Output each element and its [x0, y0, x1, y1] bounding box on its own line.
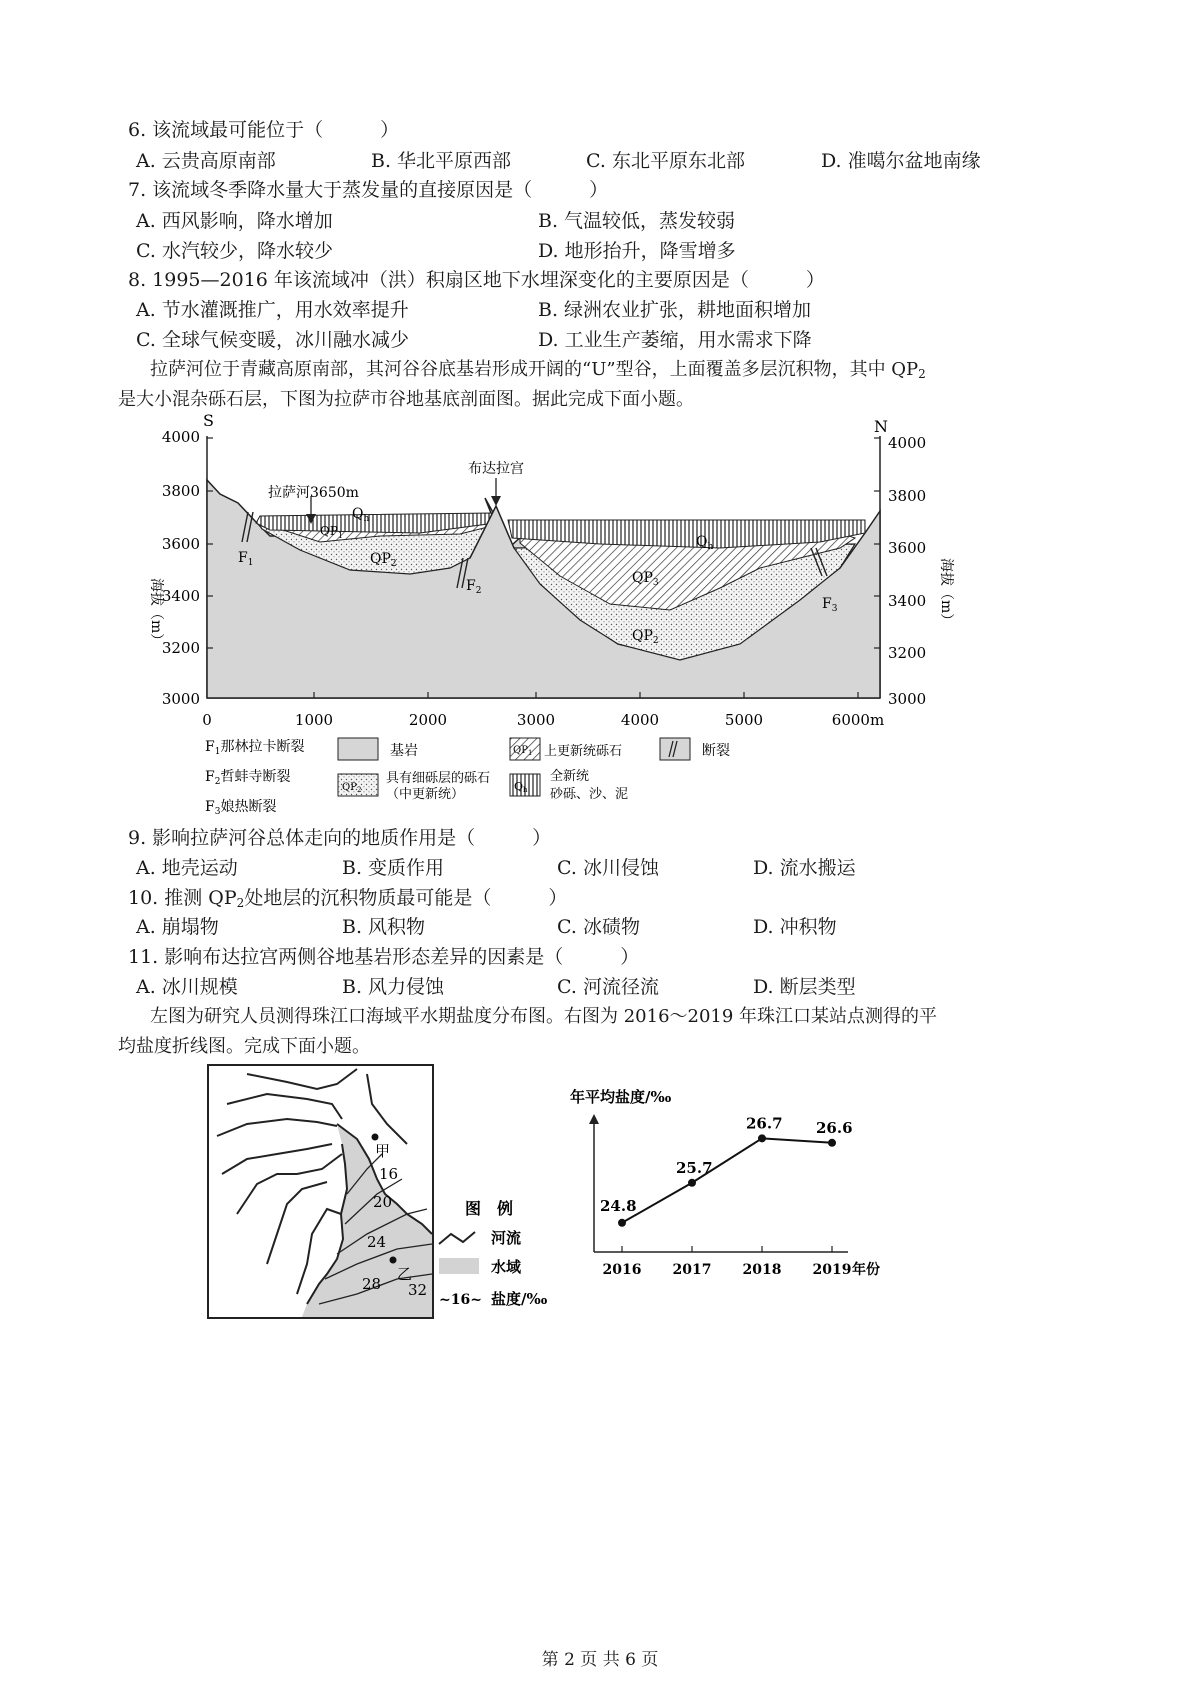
x-tick-label-2016: 2016	[602, 1262, 642, 1278]
question-11-option-b[interactable]: B. 风力侵蚀	[342, 976, 445, 998]
question-6-stem: 6. 该流域最可能位于（ ）	[128, 119, 400, 141]
svg-text:2000: 2000	[408, 711, 448, 729]
x-tick-label-2018: 2018	[742, 1262, 782, 1278]
svg-text:32: 32	[408, 1281, 428, 1299]
question-8-option-d[interactable]: D. 工业生产萎缩，用水需求下降	[538, 329, 812, 351]
question-7-option-c[interactable]: C. 水汽较少，降水较少	[136, 240, 333, 262]
legend-qh-b: 砂砾、沙、泥	[550, 787, 629, 802]
palace-label: 布达拉宫	[468, 461, 524, 477]
data-label-2017: 25.7	[676, 1158, 713, 1177]
svg-text:QP1: $QP_1$	[513, 745, 533, 757]
svg-text:3600: 3600	[888, 539, 927, 557]
data-label-2019: 26.6	[816, 1118, 853, 1137]
legend-river-label: 河流	[491, 1229, 522, 1247]
river-label: 拉萨河3650m	[268, 485, 359, 501]
question-9-option-a[interactable]: A. 地壳运动	[136, 857, 238, 879]
svg-text:3000: 3000	[161, 690, 200, 708]
question-6-option-d[interactable]: D. 准噶尔盆地南缘	[821, 150, 981, 172]
qp1-label: $QP_1$	[320, 524, 344, 540]
legend-qp1: 上更新统砾石	[544, 744, 623, 759]
legend-water-label: 水域	[491, 1258, 522, 1276]
svg-text:16: 16	[379, 1165, 399, 1183]
question-7-option-b[interactable]: B. 气温较低，蒸发较弱	[538, 210, 736, 232]
svg-text:3000: 3000	[888, 690, 927, 708]
profile-legend	[205, 738, 730, 817]
svg-text:3800: 3800	[161, 482, 200, 500]
svg-text:3600: 3600	[161, 535, 200, 553]
legend-water-swatch	[439, 1258, 479, 1274]
salinity-line-chart	[570, 1080, 900, 1295]
svg-text:3800: 3800	[888, 487, 927, 505]
question-6-option-b[interactable]: B. 华北平原西部	[371, 150, 512, 172]
svg-text:4000: 4000	[620, 711, 660, 729]
qh-label-south: $Q_h$	[352, 506, 370, 524]
svg-text:5000: 5000	[724, 711, 764, 729]
svg-text:3200: 3200	[161, 639, 200, 657]
question-10-option-c[interactable]: C. 冰碛物	[557, 916, 640, 938]
data-point-2018	[758, 1134, 766, 1142]
qp2-label-south: $QP_2$	[370, 551, 397, 569]
point-yi-marker	[390, 1257, 397, 1264]
point-yi-label: 乙	[397, 1265, 413, 1283]
right-y-ticks	[888, 434, 926, 708]
legend-qp2-b: （中更新统）	[386, 787, 465, 802]
pearl-river-salinity-map	[207, 1064, 552, 1324]
question-10-option-b[interactable]: B. 风积物	[342, 916, 426, 938]
question-7-stem: 7. 该流域冬季降水量大于蒸发量的直接原因是（ ）	[128, 179, 609, 201]
x-tick-label-2017: 2017	[672, 1262, 712, 1278]
legend-qp2-a: 具有细砾层的砾石	[386, 771, 491, 786]
data-point-2016	[618, 1219, 626, 1227]
qh-label-north: $Q_h$	[696, 534, 714, 552]
legend-fault: 断裂	[702, 743, 730, 759]
question-8-option-c[interactable]: C. 全球气候变暖，冰川融水减少	[136, 329, 409, 351]
chart-y-label: 年平均盐度/‰	[570, 1088, 672, 1106]
right-axis-title: 海拔（m）	[938, 558, 954, 628]
chart-y-arrow	[589, 1114, 599, 1124]
legend-isoline-symbol: ~16~	[439, 1292, 482, 1308]
question-7-option-a[interactable]: A. 西风影响，降水增加	[136, 210, 333, 232]
question-9-stem: 9. 影响拉萨河谷总体走向的地质作用是（ ）	[128, 827, 552, 849]
point-jia-label: 甲	[375, 1142, 391, 1160]
legend-river-symbol	[439, 1232, 475, 1244]
legend-bedrock: 基岩	[390, 743, 418, 759]
data-point-2017	[688, 1179, 696, 1187]
legend-qh-a: 全新统	[550, 769, 590, 784]
question-10-option-d[interactable]: D. 冲积物	[753, 916, 837, 938]
passage-1-line-2: 是大小混杂砾石层，下图为拉萨市谷地基底剖面图。据此完成下面小题。	[118, 389, 694, 410]
svg-text:28: 28	[362, 1275, 382, 1293]
question-11-option-c[interactable]: C. 河流径流	[557, 976, 659, 998]
data-label-2018: 26.7	[746, 1114, 783, 1133]
question-8-option-a[interactable]: A. 节水灌溉推广，用水效率提升	[136, 299, 409, 321]
passage-1-line-1: 拉萨河位于青藏高原南部，其河谷谷底基岩形成开阔的“U”型谷，上面覆盖多层沉积物，其中 $QP_2$	[150, 359, 926, 381]
question-11-option-d[interactable]: D. 断层类型	[753, 976, 856, 998]
question-6-option-a[interactable]: A. 云贵高原南部	[136, 150, 276, 172]
legend-f2: $F_2$哲蚌寺断裂	[205, 769, 291, 787]
question-8-option-b[interactable]: B. 绿洲农业扩张，耕地面积增加	[538, 299, 812, 321]
point-jia-marker	[372, 1134, 379, 1141]
passage-2-line-1: 左图为研究人员测得珠江口海域平水期盐度分布图。右图为 2016～2019 年珠江口某站点测得的平	[150, 1006, 938, 1027]
question-7-option-d[interactable]: D. 地形抬升，降雪增多	[538, 240, 736, 262]
left-y-ticks	[162, 428, 200, 708]
question-9-option-b[interactable]: B. 变质作用	[342, 857, 445, 879]
x-ticks	[202, 711, 884, 729]
f2-label: $F_2$	[466, 578, 482, 596]
svg-text:1000: 1000	[294, 711, 334, 729]
svg-text:QP2: $QP_2$	[342, 782, 362, 794]
lhasa-valley-profile	[120, 408, 1020, 828]
svg-text:3400: 3400	[161, 587, 200, 605]
question-11-option-a[interactable]: A. 冰川规模	[136, 976, 238, 998]
svg-text:3200: 3200	[888, 644, 927, 662]
svg-text:3400: 3400	[888, 592, 927, 610]
legend-isoline-label: 盐度/‰	[491, 1290, 548, 1308]
svg-text:3000: 3000	[516, 711, 556, 729]
svg-text:20: 20	[373, 1193, 393, 1211]
f3-label: $F_3$	[822, 596, 838, 614]
chart-x-label: 年份	[852, 1262, 880, 1278]
svg-text:4000: 4000	[888, 434, 927, 452]
question-10-option-a[interactable]: A. 崩塌物	[136, 916, 219, 938]
data-label-2016: 24.8	[600, 1196, 637, 1215]
x-tick-label-2019: 2019	[812, 1262, 852, 1278]
question-11-stem: 11. 影响布达拉宫两侧谷地基岩形态差异的因素是（ ）	[128, 946, 640, 968]
qp3-label-north: $QP_3$	[632, 570, 659, 588]
question-9-option-c[interactable]: C. 冰川侵蚀	[557, 857, 659, 879]
map-legend-title: 图 例	[465, 1199, 514, 1218]
data-point-2019	[828, 1139, 836, 1147]
svg-text:0: 0	[202, 711, 212, 729]
svg-text:4000: 4000	[161, 428, 200, 446]
question-9-option-d[interactable]: D. 流水搬运	[753, 857, 856, 879]
north-label: N	[874, 417, 888, 436]
question-6-option-c[interactable]: C. 东北平原东北部	[586, 150, 745, 172]
question-10-stem: 10. 推测 $QP_2$处地层的沉积物质最可能是（ ）	[128, 887, 568, 910]
south-label: S	[203, 411, 214, 430]
svg-text:6000m: 6000m	[831, 711, 885, 729]
qp2-label-north: $QP_2$	[632, 628, 659, 646]
question-8-stem: 8. 1995—2016 年该流域冲（洪）积扇区地下水埋深变化的主要原因是（ ）	[128, 269, 825, 291]
legend-f1: $F_1$那林拉卡断裂	[205, 739, 305, 757]
f1-label: $F_1$	[238, 550, 254, 568]
salinity-series-line	[622, 1138, 832, 1222]
left-axis-title: 海拔（m）	[148, 578, 164, 648]
page-footer: 第 2 页 共 6 页	[541, 1650, 659, 1670]
legend-f3: $F_3$娘热断裂	[205, 799, 277, 817]
legend-bedrock-swatch	[338, 738, 378, 760]
passage-2-line-2: 均盐度折线图。完成下面小题。	[118, 1036, 370, 1057]
svg-text:24: 24	[367, 1233, 387, 1251]
svg-text:Qh: Qh	[514, 780, 528, 794]
